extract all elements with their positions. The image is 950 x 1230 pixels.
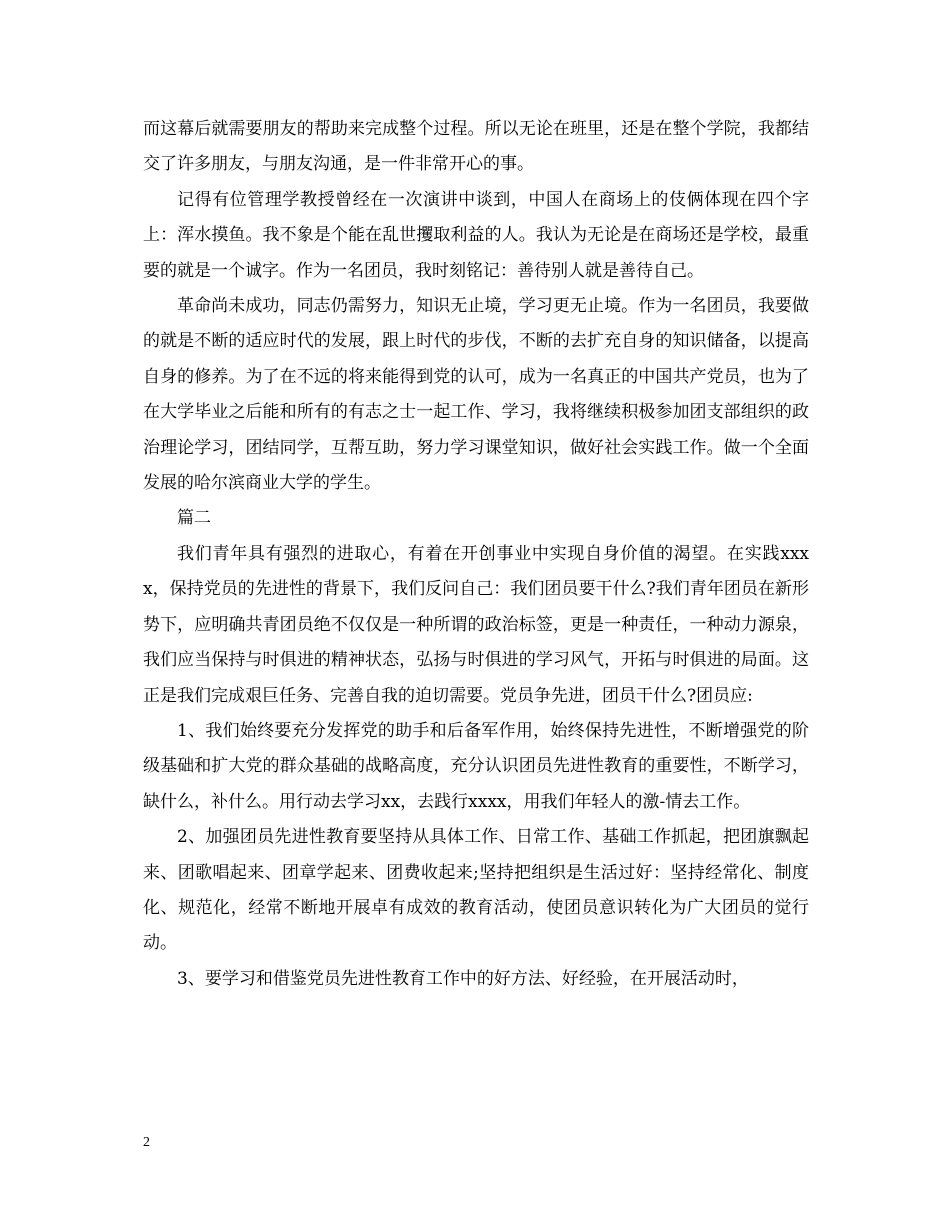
list-item-2: 2、加强团员先进性教育要坚持从具体工作、日常工作、基础工作抓起，把团旗飘起来、团歌唱起来、团章学起来、团费收起来;坚持把组织是生活过好：坚持经常化、制度化、规范化，经常不断地开展卓有成效的教育活动，使团员意识转化为广大团员的觉行动。 <box>143 827 809 954</box>
paragraph-integrity: 记得有位管理学教授曾经在一次演讲中谈到，中国人在商场上的伎俩体现在四个字上：浑水摸鱼。我不象是个能在乱世攫取利益的人。我认为无论是在商场还是学校，最重要的就是一个诚字。作为一名团员，我时刻铭记：善待别人就是善待自己。 <box>143 189 809 281</box>
paragraph-learning: 革命尚未成功，同志仍需努力，知识无止境，学习更无止境。作为一名团员，我要做的就是不断的适应时代的发展，跟上时代的步伐，不断的去扩充自身的知识储备，以提高自身的修养。为了在不远的将来能得到党的认可，成为一名真正的中国共产党员，也为了在大学毕业之后能和所有的有志之士一起工作、学习，我将继续积极参加团支部组织的政治理论学习，团结同学，互帮互助，努力学习课堂知识，做好社会实践工作。做一个全面发展的哈尔滨商业大学的学生。 <box>143 296 809 494</box>
list-item-1: 1、我们始终要充分发挥党的助手和后备军作用，始终保持先进性，不断增强党的阶级基础和扩大党的群众基础的战略高度，充分认识团员先进性教育的重要性，不断学习，缺什么，补什么。用行动去学习xx，去践行xxxx，用我们年轻人的激-情去工作。 <box>143 720 809 812</box>
page-number: 2 <box>143 1135 150 1150</box>
list-item-3: 3、要学习和借鉴党员先进性教育工作中的好方法、好经验，在开展活动时， <box>177 968 749 989</box>
document-body <box>143 112 809 997</box>
paragraph-continuation: 而这幕后就需要朋友的帮助来完成整个过程。所以无论在班里，还是在整个学院，我都结交了许多朋友，与朋友沟通，是一件非常开心的事。 <box>143 119 809 175</box>
section-heading: 篇二 <box>177 508 211 529</box>
paragraph-youth: 我们青年具有强烈的进取心，有着在开创事业中实现自身价值的渴望。在实践xxxx，保持党员的先进性的背景下，我们反问自己：我们团员要干什么?我们青年团员在新形势下，应明确共青团员绝不仅仅是一种所谓的政治标签，更是一种责任，一种动力源泉，我们应当保持与时俱进的精神状态，弘扬与时俱进的学习风气，开拓与时俱进的局面。这正是我们完成艰巨任务、完善自我的迫切需要。党员争先进，团员干什么?团员应: <box>143 543 809 706</box>
